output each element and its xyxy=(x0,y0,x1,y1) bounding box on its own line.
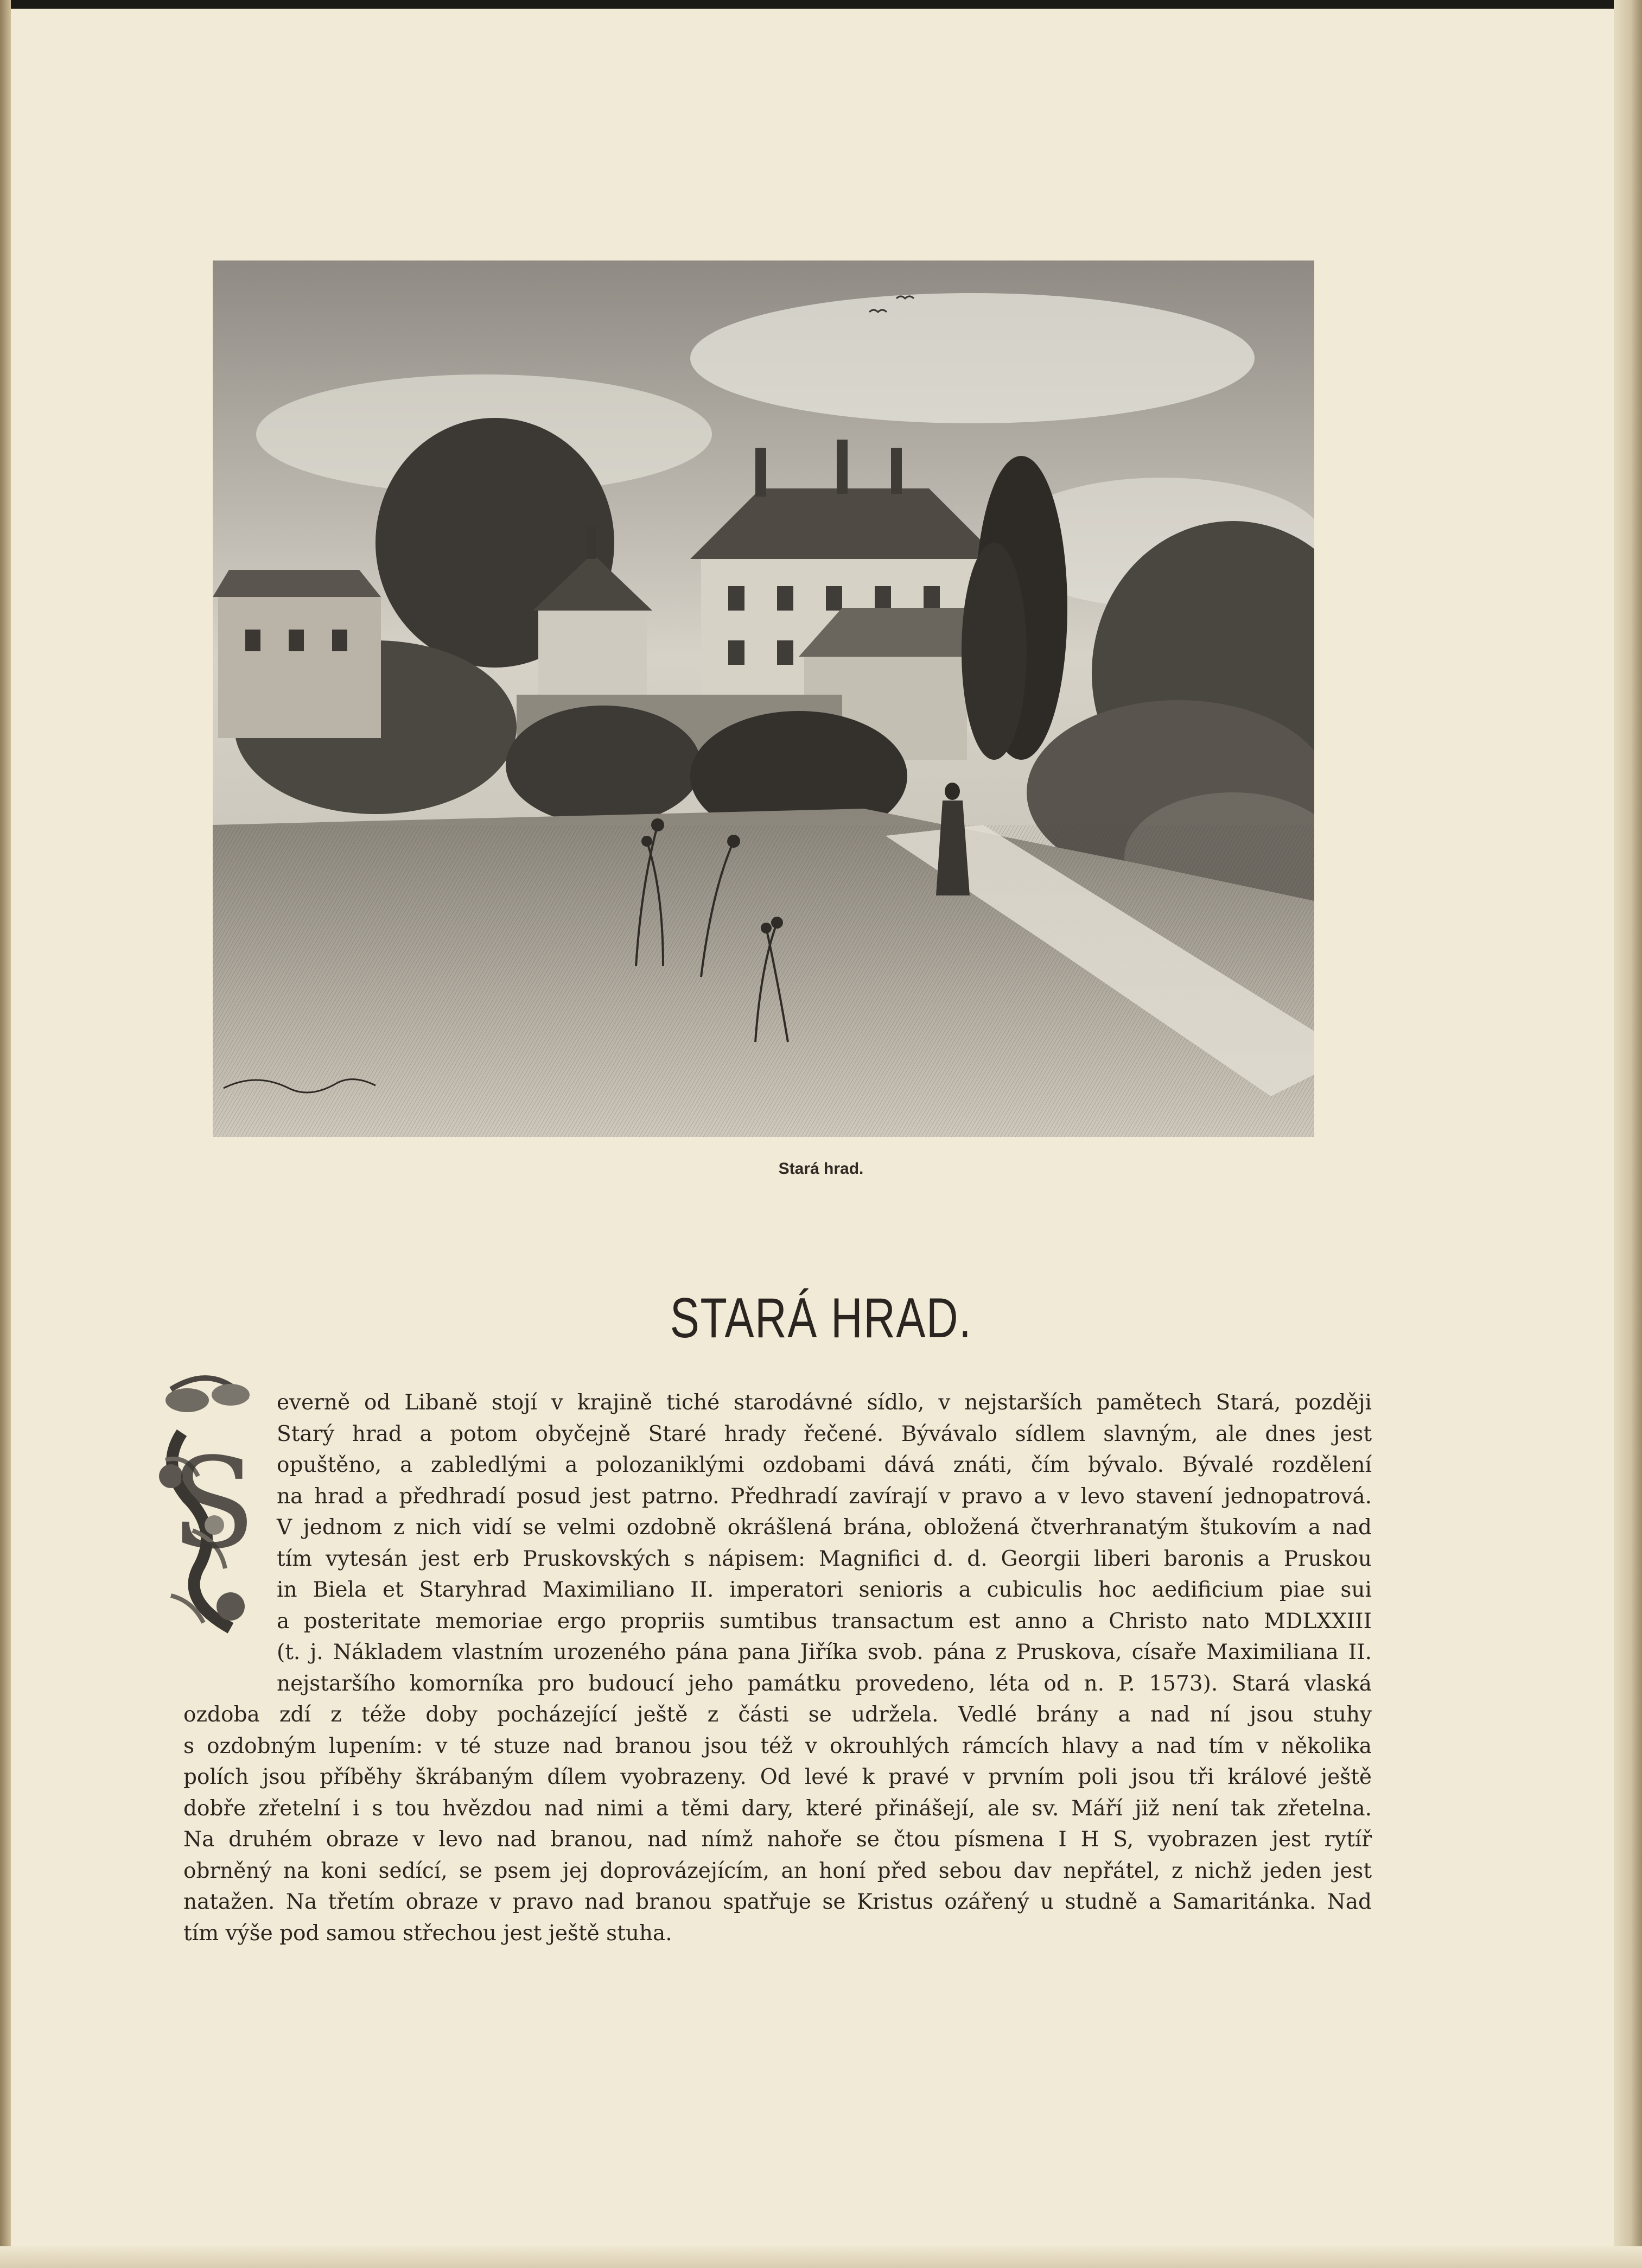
text-line: opuštěno, a zabledlými a polozaniklými ozdobami dává znáti, čím bývalo. Bývalé rozdělení xyxy=(277,1453,1372,1477)
text-line: na hrad a předhradí posud jest patrno. Předhradí zavírají v pravo a v levo stavení jednopatrová. xyxy=(277,1484,1372,1509)
page-bottom-edge xyxy=(0,2246,1642,2268)
text-line: Na druhém obraze v levo nad branou, nad nímž nahoře se čtou písmena I H S, vyobrazen jest rytíř xyxy=(183,1827,1372,1852)
castle-engraving xyxy=(213,261,1314,1137)
text-line: (t. j. Nákladem vlastním urozeného pána pana Jiříka svob. pána z Pruskova, císaře Maximiliana II. xyxy=(277,1640,1372,1665)
article-body xyxy=(183,1387,1372,1949)
scan-top-edge xyxy=(0,0,1642,9)
page-title: STARÁ HRAD. xyxy=(670,1287,972,1350)
text-line: natažen. Na třetím obraze v pravo nad branou spatřuje se Kristus ozářený u studně a Samaritánka. Nad xyxy=(183,1890,1372,1914)
text-line: nejstaršího komorníka pro budoucí jeho památku provedeno, léta od n. P. 1573). Stará vlaská xyxy=(277,1671,1372,1696)
text-line: s ozdobným lupením: v té stuze nad branou jsou též v okrouhlých rámcích hlavy a nad tím v několika xyxy=(183,1733,1372,1758)
initial-letter: S xyxy=(170,1432,256,1577)
text-line: V jednom z nich vidí se velmi ozdobně okrášlená brána, obložená čtverhranatým štukovím a nad xyxy=(277,1515,1372,1540)
text-line: tím výše pod samou střechou jest ještě stuha. xyxy=(183,1921,672,1946)
book-binding-edge xyxy=(0,0,11,2268)
text-line: a posteritate memoriae ergo propriis sumtibus transactum est anno a Christo nato MDLXXIII xyxy=(277,1609,1372,1634)
text-line: Starý hrad a potom obyčejně Staré hrady řečené. Bývávalo sídlem slavným, ale dnes jest xyxy=(277,1421,1372,1446)
text-line: polích jsou příběhy škrábaným dílem vyobrazeny. Od levé k pravé v prvním poli jsou tři králové ještě xyxy=(183,1765,1372,1789)
page-right-edge xyxy=(1614,0,1642,2268)
text-line: ozdoba zdí z téže doby pocházející ještě z části se udržela. Vedlé brány a nad ní jsou stuhy xyxy=(183,1702,1372,1727)
text-line: dobře zřetelní i s tou hvězdou nad nimi a těmi dary, které přinášejí, ale sv. Máří již není tak zřetelna. xyxy=(183,1796,1372,1821)
text-line: tím vytesán jest erb Pruskovských s nápisem: Magnifici d. d. Georgii liberi baronis a Pruskou xyxy=(277,1546,1372,1571)
text-line: in Biela et Staryhrad Maximiliano II. imperatori senioris a cubiculis hoc aedificium piae sui xyxy=(277,1578,1372,1602)
text-line: obrněný na koni sedící, se psem jej doprovázejícím, an honí před sebou dav nepřátel, z nichž jeden jest xyxy=(183,1858,1372,1883)
illustration-caption: Stará hrad. xyxy=(778,1160,864,1178)
text-line: everně od Libaně stojí v krajině tiché starodávné sídlo, v nejstarších pamětech Stará, později xyxy=(277,1390,1372,1415)
